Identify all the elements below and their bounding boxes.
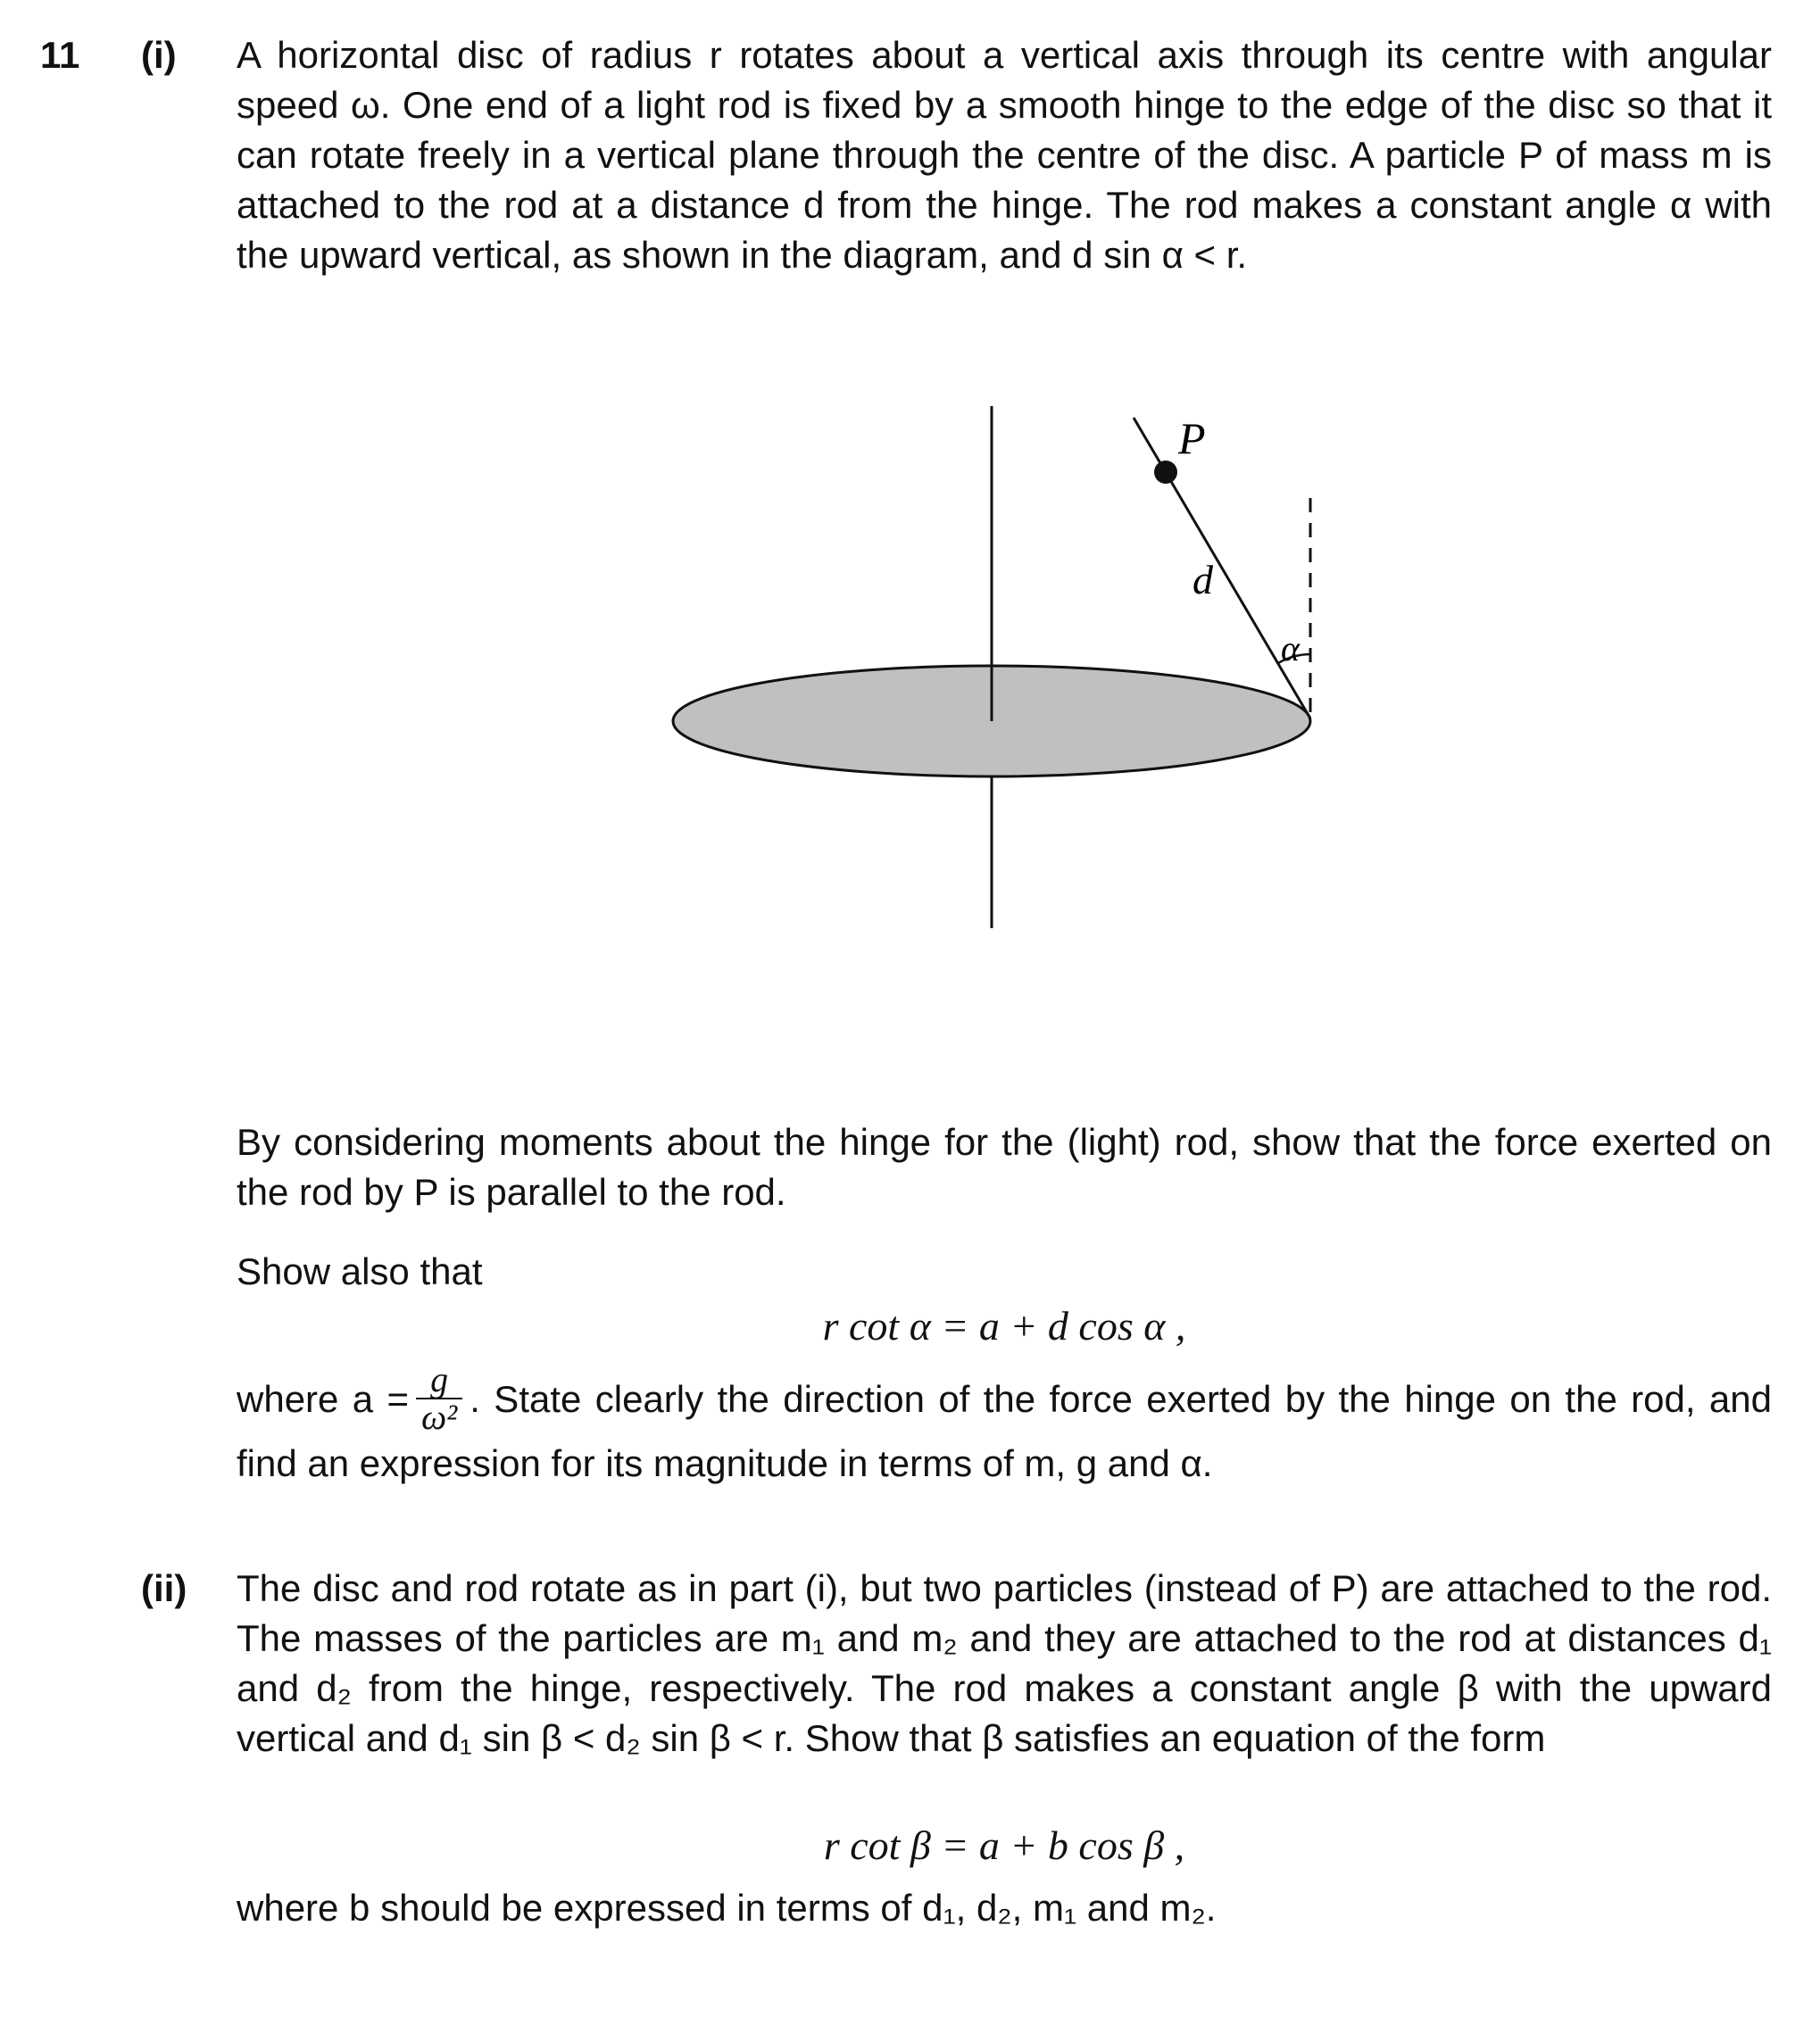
where-prefix: where a = (237, 1378, 410, 1421)
equation-ii (237, 1821, 1772, 1871)
disc-rod-diagram (625, 393, 1339, 946)
part-i-label: (i) (141, 34, 177, 76)
particle-p (1154, 461, 1177, 484)
frac-denominator: ω² (421, 1397, 458, 1437)
part-i-moments: By considering moments about the hinge for the (light) rod, show that the force exerted on the rod by P is parallel to the rod. (237, 1121, 1772, 1213)
part-ii-label: (ii) (141, 1567, 187, 1609)
part-i-intro: A horizontal disc of radius r rotates about a vertical axis through its centre with angular speed ω. One end of a light rod is fixed by a smooth hinge to the edge of the disc so that it can rotate freely in a vertical plane through the centre of the disc. A particle P of mass m is attached to the rod at a distance d from the hinge. The rod makes a constant angle α with the upward vertical, as shown in the diagram, and d sin α < r. (237, 34, 1772, 276)
label-p: P (1178, 413, 1206, 463)
equation-ii-text: r cot β = a + b cos β , (823, 1822, 1185, 1868)
equation-i-text: r cot α = a + d cos α , (822, 1303, 1186, 1349)
part-ii-final: where b should be expressed in terms of d₁, d₂, m₁ and m₂. (237, 1887, 1217, 1929)
part-i-show-also: Show also that (237, 1250, 483, 1292)
label-alpha: α (1281, 628, 1300, 668)
part-ii-text: The disc and rod rotate as in part (i), but two particles (instead of P) are attached to the rod. The masses of the particles are m₁ and m₂ and they are attached to the rod at distances d₁ and d₂ from the hinge, respectively. The rod makes a constant angle β with the upward vertical and d₁ sin β < d₂ sin β < r. Show that β satisfies an equation of the form (237, 1567, 1772, 1759)
label-d: d (1193, 557, 1213, 602)
frac-numerator: g (416, 1362, 462, 1399)
question-number: 11 (40, 34, 80, 76)
where-suffix: . State clearly the direction of the force exerted by the hinge on the rod, and find an expression for its magnitude in terms of m, g and α. (237, 1378, 1772, 1484)
equation-i (237, 1301, 1772, 1351)
part-i-where (237, 1359, 1772, 1489)
g-over-omega-squared (416, 1359, 462, 1437)
